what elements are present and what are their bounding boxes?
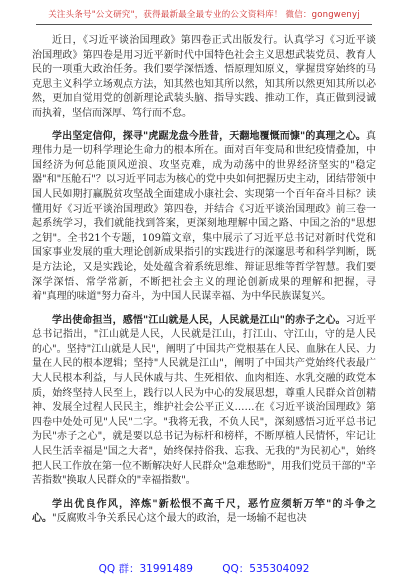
header-divider (36, 24, 372, 25)
qq-group-label: QQ 群：31991489 (98, 563, 193, 575)
document-body (32, 34, 376, 536)
paragraph-text: "反腐败斗争关系民心这个最大的政治，是一场输不起也决 (52, 513, 307, 525)
paragraph-mission (32, 314, 376, 489)
paragraph-lead: 学出优良作风，淬炼"新松恨不高千尺，恶竹应须斩万竿"的斗争之心。 (32, 498, 376, 525)
paragraph-intro (32, 34, 376, 122)
promo-header: 关注头条号"公文研究"，获得最新最全最专业的公文资料库！ 微信：gongwenyj (48, 10, 360, 20)
paragraph-text: 真理伟力是一切科学理论生命力的根本所在。面对百年变局和世纪疫情叠加，中国经济为何总能顶风逆浪、攻坚克难，成为动荡中的世界经济坚实的"稳定器"和"压舱石"？以习近平同志为核心的党中央如何把握历史主动，团结带领中国人民如期打赢脱贫攻坚战全面建成小康社会、实现第一个百年奋斗目标？读懂用好《习近平谈治国理政》第四卷，并结合《习近平谈治国理政》前三卷一起系统学习，我们就能找到答案，更深刻地理解中国之路、中国之治的"思想之钥"。全书21个专题，109篇文章，集中展示了习近平总书记对新时代党和国家事业发展的重大理论创新成果指引的实践进行的深邃思考和科学判断，既是方法论，又是实践论，处处蕴含着系统思维、辩证思维等哲学智慧。我们要深学深悟、常学常新，不断把社会主义的理论创新成果的理解和把握，寻着"真理的味道"努力奋斗，为中国人民谋幸福、为中华民族谋复兴。 (32, 130, 376, 303)
paragraph-lead: 学出使命担当，感悟"江山就是人民，人民就是江山"的赤子之心。 (52, 314, 346, 326)
paragraph-text: 习近平总书记指出，"江山就是人民，人民就是江山，打江山、守江山，守的是人民的心"。坚持"江山就是人民"，阐明了中国共产党根基在人民、血脉在人民、力量在人民的根本逻辑；坚持"人民就是江山"，阐明了中国共产党始终代表最广大人民根本利益，与人民休戚与共、生死相依、血肉相连、水乳交融的政党本质，始终坚持人民至上，践行以人民为中心的发展思想，尊重人民群众首创精神、发展全过程人民民主，维护社会公平正义……在《习近平谈治国理政》第四卷中处处可见"人民"二字。"我将无我，不负人民"，深刻感悟习近平总书记为民"赤子之心"，就是要以总书记为标杆和榜样，不断厚植人民情怀，牢记让人民生活幸福是"国之大者"，始终保持俗我、忘我、无我的"为民初心"，始终把人民工作放在第一位不断解决好人民群众"急难愁盼"，用我们党员干部的"辛苦指数"换取人民群众的"幸福指数"。 (32, 314, 377, 487)
paragraph-style (32, 498, 376, 527)
paragraph-text: 近日，《习近平谈治国理政》第四卷正式出版发行。认真学习《习近平谈治国理政》第四卷是用习近平新时代中国特色社会主义思想武装党员、教育人民的一项重大政治任务。我们要学深悟透、悟原理知原义，掌握贯穿始终的马克思主义科学立场观点方法，知其然也知其所以然，知其所以然更知其所以必然，更加自觉用党的创新理论武装头脑、指导实践、推动工作，真正做到浸诚而执着，坚信而深厚、笃行而不怠。 (32, 35, 376, 119)
contact-footer (0, 561, 408, 576)
paragraph-faith (32, 130, 376, 305)
paragraph-lead: 学出坚定信仰，探寻"虎踞龙盘今胜昔，天翻地覆慨而慷"的真理之心。 (52, 130, 366, 142)
qq-number-label: QQ：535304092 (222, 563, 310, 575)
